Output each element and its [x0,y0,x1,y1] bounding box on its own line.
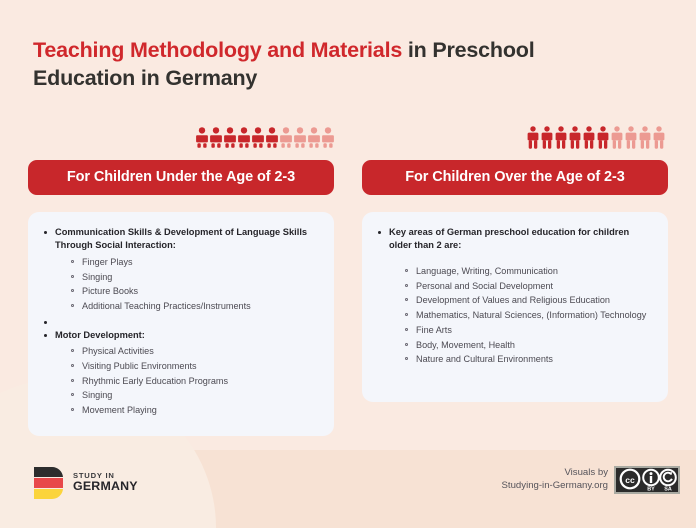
bullet-list [376,226,652,367]
adult-figure-icon [639,126,651,149]
group-spacer [42,316,318,329]
list-item: Nature and Cultural Environments [405,352,652,367]
cc-by-label: BY [647,486,655,493]
list-spacer [389,253,652,262]
bullet-list [42,226,318,418]
page-title-accent: Teaching Methodology and Materials [33,38,403,62]
list-item: Visiting Public Environments [71,359,318,374]
adult-figure-icon [611,126,623,149]
child-figure-icon [238,127,250,148]
list-item: Singing [71,388,318,403]
group-heading: Key areas of German preschool education for children older than 2 are: Language, Writing, Communication Personal and Social Development Development of Values and Religious Education Mathematics, Natural Sciences, (Information) Technology Fine Arts Body, Movement, Health Nature and Cultural Environments [376,226,652,367]
list-item: Language, Writing, Communication [405,264,652,279]
sub-bullet-list [55,255,318,314]
credit-text [502,466,608,493]
card-over-age [362,212,668,402]
child-figure-icon [266,127,278,148]
list-item: Rhythmic Early Education Programs [71,374,318,389]
logo-text [73,472,138,493]
child-figure-icon [224,127,236,148]
list-item: Additional Teaching Practices/Instruments [71,299,318,314]
adult-figure-icon [583,126,595,149]
banner-over-age: For Children Over the Age of 2-3 [362,160,668,195]
child-figure-icon [322,127,334,148]
list-item: Development of Values and Religious Education [405,293,652,308]
list-item: Fine Arts [405,323,652,338]
child-figure-icon [308,127,320,148]
child-figure-icon [252,127,264,148]
child-figure-icon [294,127,306,148]
adult-figure-icon [597,126,609,149]
adult-figures-row [527,126,665,149]
group-heading: Communication Skills & Development of Language Skills Through Social Interaction: Finger Plays Singing Picture Books Additional Teaching Practices/Instruments [42,226,318,314]
child-figure-icon [196,127,208,148]
german-flag-icon [34,466,64,500]
svg-text:cc: cc [625,475,635,485]
banner-under-age: For Children Under the Age of 2-3 [28,160,334,195]
list-item: Singing [71,270,318,285]
adult-figure-icon [569,126,581,149]
adult-figure-icon [625,126,637,149]
column-over-age [362,160,668,402]
child-figure-icon [280,127,292,148]
group-heading: Motor Development: Physical Activities Visiting Public Environments Rhythmic Early Education Programs Singing Movement Playing [42,329,318,418]
adult-figure-icon [527,126,539,149]
child-figure-icon [210,127,222,148]
page-title [33,36,633,93]
list-item: Body, Movement, Health [405,338,652,353]
creative-commons-by-sa-icon [614,466,680,494]
logo-line-1: STUDY IN [73,471,115,481]
page-title-rest: in Preschool Education in Germany [33,38,535,91]
list-item: Physical Activities [71,344,318,359]
logo-line-2: GERMANY [73,479,138,494]
list-item: Mathematics, Natural Sciences, (Information) Technology [405,308,652,323]
child-figures-row [196,127,334,148]
credit-line-1: Visuals by [564,466,608,478]
study-in-germany-logo [34,466,138,500]
sub-bullet-list [55,344,318,418]
list-item: Personal and Social Development [405,279,652,294]
card-under-age [28,212,334,436]
list-item: Finger Plays [71,255,318,270]
credit-line-2: Studying-in-Germany.org [501,480,608,492]
adult-figure-icon [555,126,567,149]
list-item: Picture Books [71,284,318,299]
list-item: Movement Playing [71,403,318,418]
adult-figure-icon [653,126,665,149]
adult-figure-icon [541,126,553,149]
sub-bullet-list [389,264,652,367]
cc-sa-label: SA [664,486,672,493]
column-under-age [28,160,334,436]
